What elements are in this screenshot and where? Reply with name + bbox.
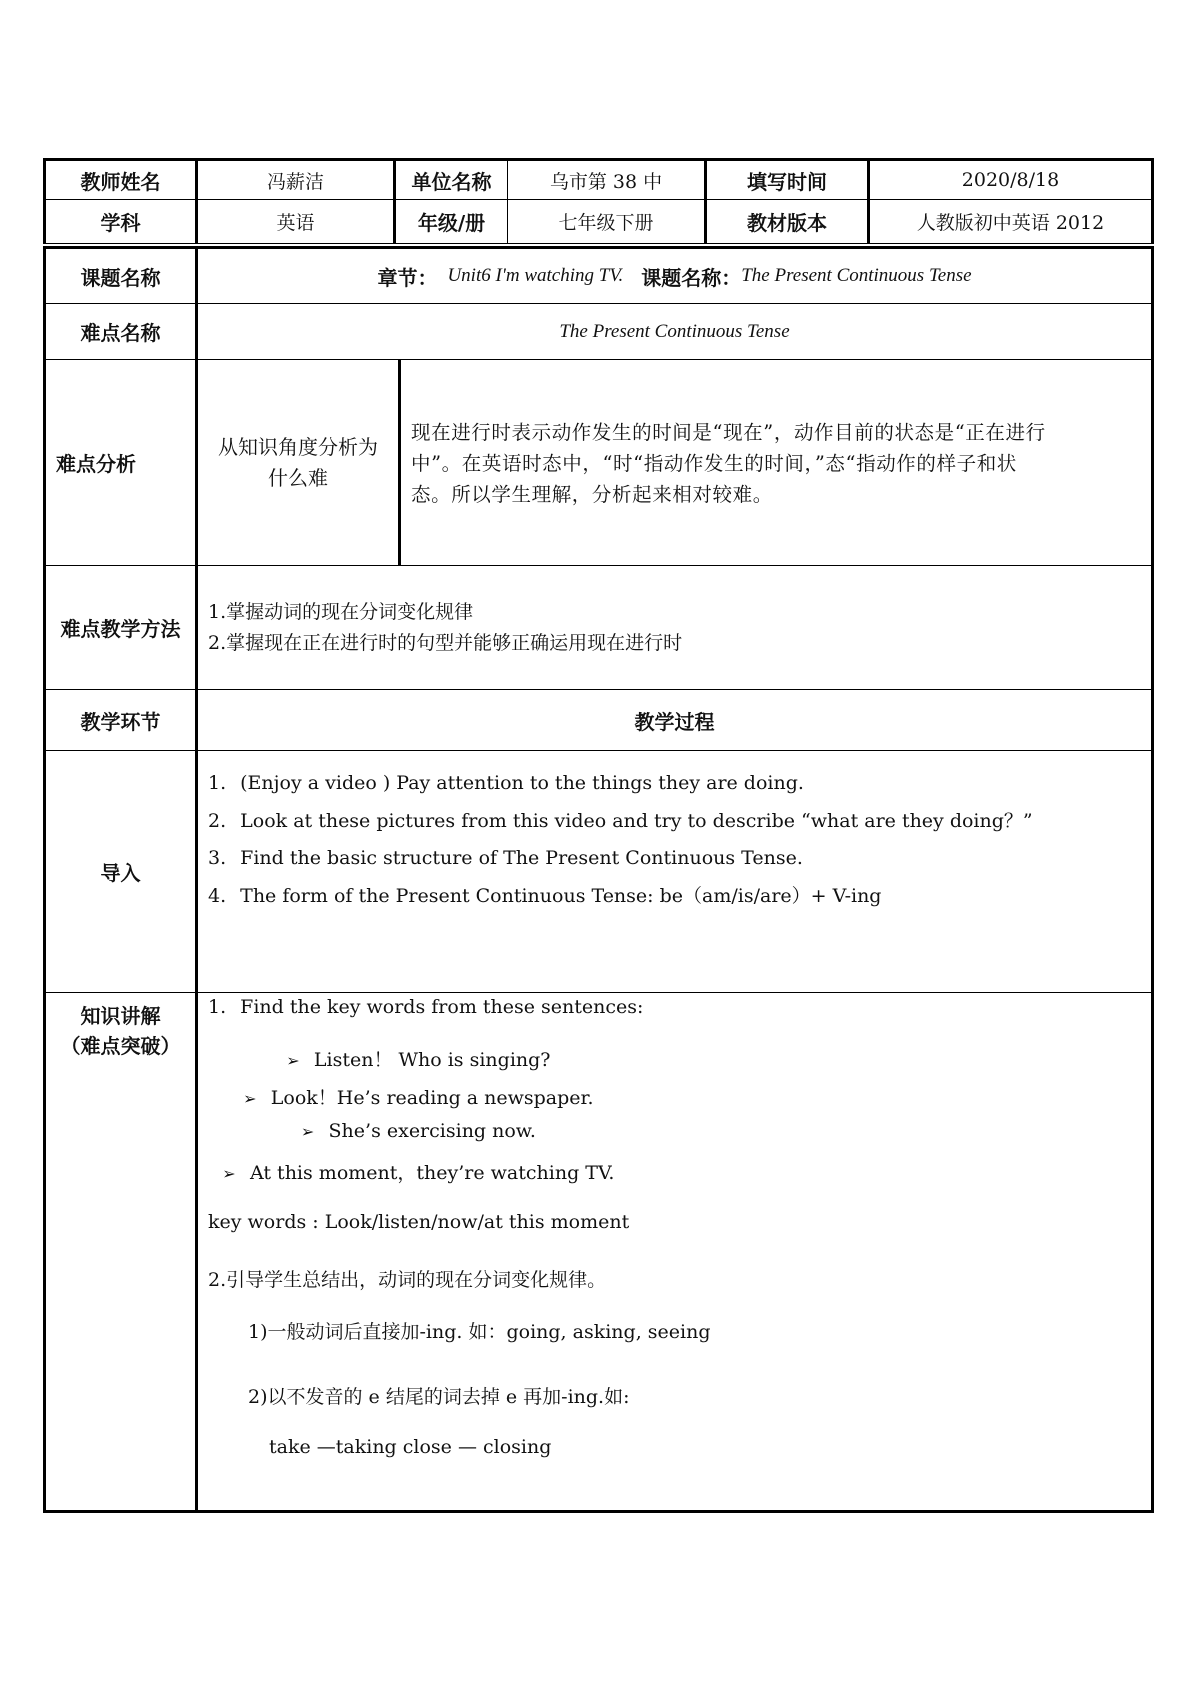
knowledge-item1-num: 1.: [208, 996, 227, 1018]
title-label: 课题名称：: [641, 265, 742, 290]
intro-row: [43, 751, 1154, 993]
example-line: take —taking close — closing: [269, 1436, 552, 1458]
chapter-label: 章节：: [377, 265, 438, 290]
list-item: [208, 1158, 614, 1196]
intro-item: [208, 765, 1033, 803]
arrow-bullet-icon: ➢: [222, 1163, 236, 1183]
topic-row: [43, 246, 1154, 304]
method-row: [43, 566, 1154, 690]
analysis-sublabel-1: 从知识角度分析为: [218, 434, 378, 459]
topic-content: [195, 249, 1151, 303]
intro-content: [195, 751, 1151, 992]
grade-value: 七年级下册: [507, 200, 704, 243]
method-label: 难点教学方法: [60, 617, 181, 641]
textbook-value: 人教版初中英语 2012: [867, 200, 1151, 243]
analysis-line-2: 中”。在英语时态中，“时“指动作发生的时间，”态“指动作的样子和状: [411, 452, 1017, 475]
rule-1-line: 1)一般动词后直接加-ing. 如：going, asking, seeing: [248, 1321, 711, 1343]
process-value: 教学过程: [195, 690, 1151, 750]
keywords-line: key words : Look/listen/now/at this moment: [208, 1211, 630, 1233]
intro-num-1: 1.: [208, 772, 227, 794]
lesson-plan-table: [43, 158, 1154, 1513]
intro-text-4: The form of the Present Continuous Tense: be（am/is/are）+ V-ing: [240, 884, 882, 907]
intro-label: 导入: [100, 861, 141, 885]
intro-item: [208, 878, 1033, 916]
analysis-label: 难点分析: [56, 452, 136, 476]
method-line-2: 2.掌握现在正在进行时的句型并能够正确运用现在进行时: [208, 631, 683, 654]
date-value: 2020/8/18: [867, 161, 1151, 199]
difficulty-label: 难点名称: [80, 321, 161, 345]
intro-num-2: 2.: [208, 809, 227, 832]
analysis-sublabel-2: 什么难: [268, 465, 328, 490]
knowledge-content: [195, 993, 1151, 1510]
arrow-bullet-icon: ➢: [300, 1122, 315, 1141]
unit-value: 乌市第 38 中: [507, 161, 704, 199]
subject-label: 学科: [100, 211, 141, 235]
bullet-text-3: She’s exercising now.: [328, 1120, 536, 1142]
analysis-line-1: 现在进行时表示动作发生的时间是“现在”，动作目前的状态是“正在进行: [411, 421, 1046, 444]
arrow-bullet-icon: ➢: [286, 1051, 300, 1070]
arrow-bullet-icon: ➢: [243, 1088, 257, 1108]
item-2-line: 2.引导学生总结出，动词的现在分词变化规律。: [208, 1269, 607, 1291]
knowledge-label-1: 知识讲解: [80, 1004, 161, 1028]
knowledge-item1-text: Find the key words from these sentences:: [240, 996, 644, 1018]
teacher-value: 冯薪洁: [195, 161, 393, 199]
difficulty-row: [43, 304, 1154, 360]
analysis-sublabel: [195, 360, 398, 565]
list-item: [208, 1083, 614, 1121]
chapter-value: Unit6 I'm watching TV.: [447, 265, 624, 286]
intro-text-1: (Enjoy a video ) Pay attention to the things they are doing.: [240, 772, 804, 794]
knowledge-label: [46, 993, 195, 1510]
title-value: The Present Continuous Tense: [741, 265, 972, 286]
knowledge-item-1: [208, 996, 643, 1018]
intro-num-3: 3.: [208, 847, 227, 869]
process-label: 教学环节: [80, 709, 161, 734]
intro-text-3: Find the basic structure of The Present Continuous Tense.: [240, 847, 803, 869]
intro-item: [208, 803, 1033, 841]
bullet-text-1: Listen！ Who is singing?: [313, 1049, 551, 1071]
analysis-row: [43, 360, 1154, 566]
difficulty-value: The Present Continuous Tense: [195, 304, 1151, 359]
grade-label: 年级/册: [393, 200, 507, 243]
knowledge-row: [43, 993, 1154, 1513]
knowledge-label-2: （难点突破）: [60, 1034, 181, 1058]
analysis-text: [398, 360, 1151, 565]
process-header-row: [43, 690, 1154, 751]
intro-item: [208, 840, 1033, 878]
method-content: [195, 566, 1151, 689]
intro-text-2: Look at these pictures from this video and try to describe “what are they doing？”: [240, 809, 1033, 832]
date-label: 填写时间: [704, 161, 867, 199]
header-row-2: [43, 200, 1154, 244]
list-item: [208, 1045, 614, 1083]
list-item: [208, 1120, 614, 1158]
teacher-label: 教师姓名: [80, 169, 161, 194]
analysis-line-3: 态。所以学生理解，分析起来相对较难。: [411, 483, 773, 506]
subject-value: 英语: [195, 200, 393, 243]
unit-label: 单位名称: [393, 161, 507, 199]
rule-2-line: 2)以不发音的 e 结尾的词去掉 e 再加-ing.如:: [248, 1386, 630, 1408]
header-row-1: [43, 158, 1154, 200]
bullet-text-4: At this moment，they’re watching TV.: [250, 1161, 615, 1184]
topic-label: 课题名称: [80, 265, 161, 290]
textbook-label: 教材版本: [704, 200, 867, 243]
bullet-text-2: Look！He’s reading a newspaper.: [270, 1086, 594, 1109]
bullet-list: [208, 1045, 614, 1195]
intro-num-4: 4.: [208, 884, 227, 907]
method-line-1: 1.掌握动词的现在分词变化规律: [208, 600, 474, 623]
